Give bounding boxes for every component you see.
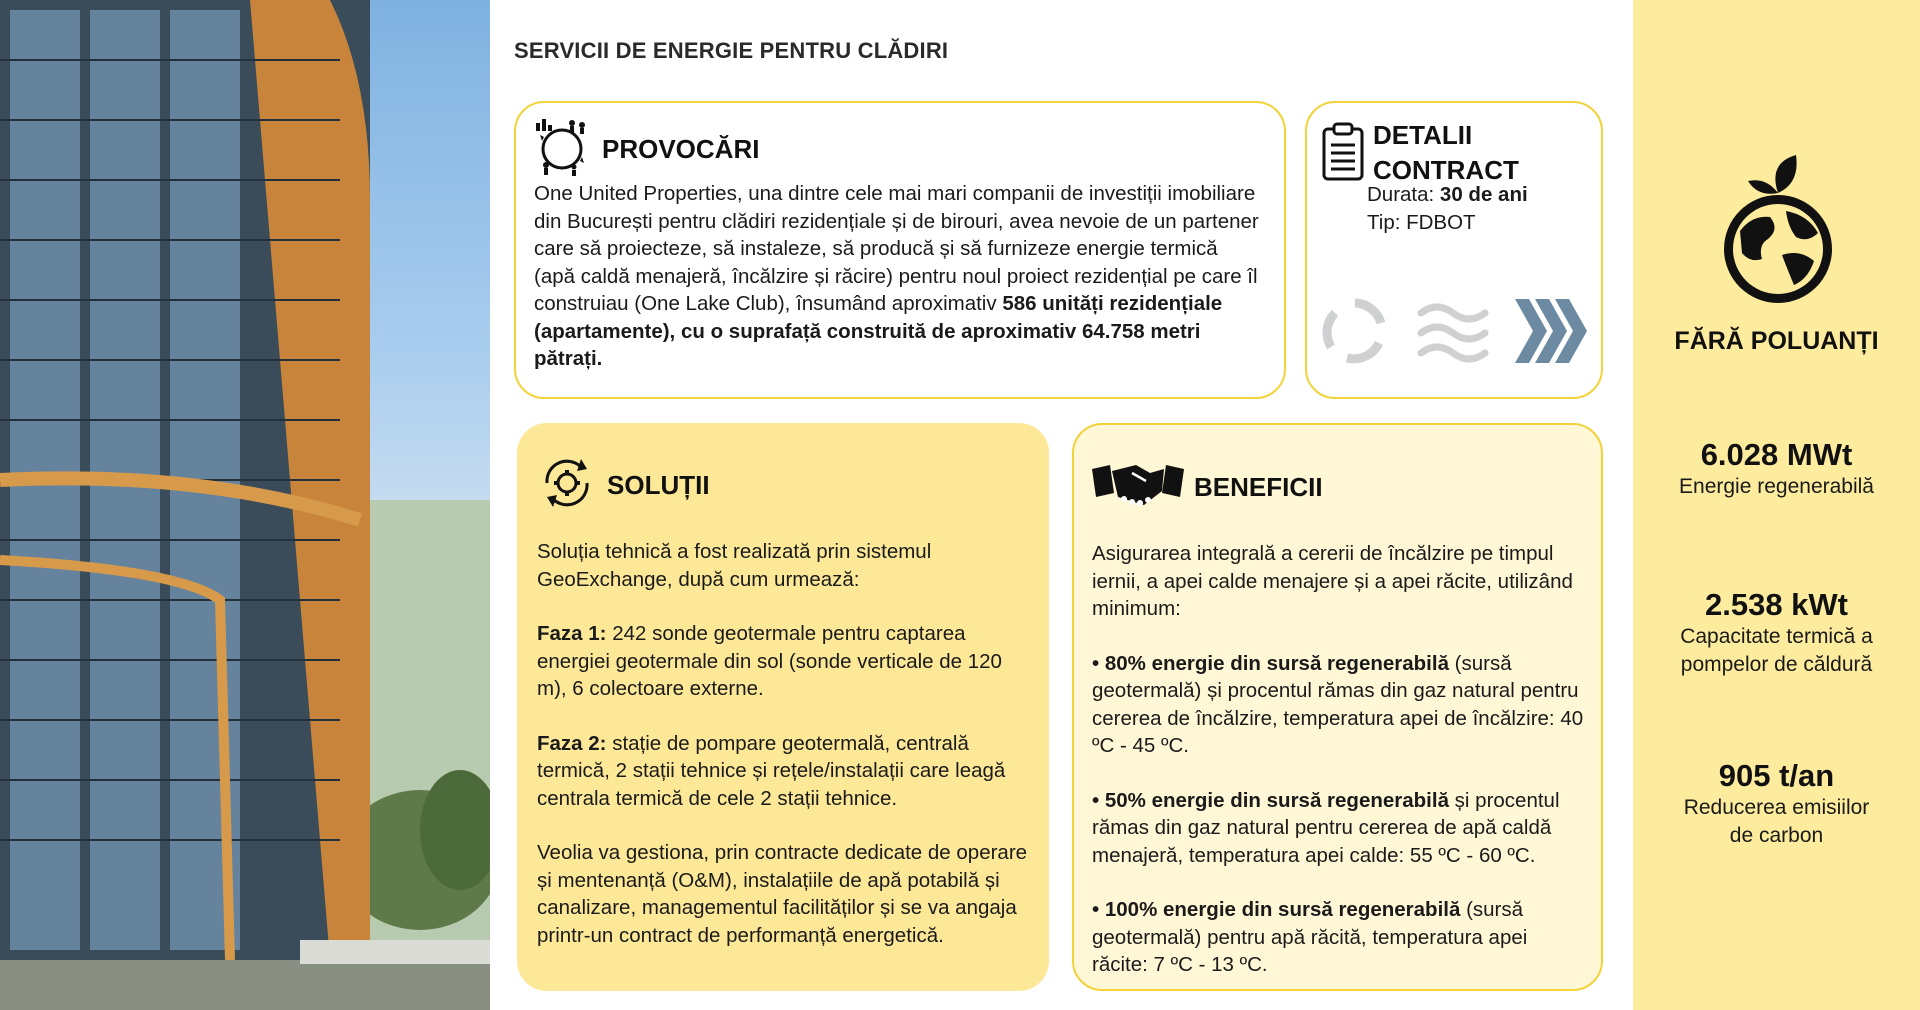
- stats-sidebar: [1633, 0, 1920, 1010]
- contract-duration-label: Durata:: [1367, 183, 1440, 206]
- stat-value: 2.538 kWt: [1704, 587, 1848, 622]
- sidebar-headline-text: FĂRĂ POLUANȚI: [1674, 327, 1879, 355]
- solutions-card: [517, 423, 1049, 991]
- solutions-phase2: [537, 730, 1031, 813]
- challenges-text: [534, 180, 1264, 373]
- benefit-item-text: (sursă geotermală) și procentul rămas din gaz natural pentru cererea de încălzire, temperatura apei de încălzire: 40 ºC - 45 ºC.: [1092, 651, 1584, 757]
- benefits-intro: Asigurarea integrală a cererii de încălzire pe timpul iernii, a apei calde menajere și a apei răcite, utilizând minimum:: [1092, 542, 1573, 620]
- clipboard-icon: [1321, 121, 1365, 187]
- solutions-closing: Veolia va gestiona, prin contracte dedicate de operare și mentenanță (O&M), instalațiile de apă potabilă și canalizare, managementul facilităților și se va angaja printr-un contract de performanță energetică.: [537, 841, 1028, 947]
- gear-cycle-icon: [537, 453, 597, 518]
- solutions-text: [537, 538, 1031, 949]
- solutions-header: [537, 453, 1031, 518]
- building-photo: [0, 0, 490, 1010]
- stat-renewable-energy: [1633, 437, 1920, 501]
- solutions-intro: Soluția tehnică a fost realizată prin sistemul GeoExchange, după cum urmează:: [537, 540, 932, 591]
- chevrons-blue-icon: [1515, 295, 1587, 372]
- challenges-text-bold: 586 unități rezidențiale (apartamente), cu o suprafață construită de aproximativ 64.758 metri pătrați.: [534, 292, 1223, 370]
- solutions-phase1: [537, 620, 1031, 703]
- challenges-header: [532, 117, 1264, 182]
- contract-title-line2: CONTRACT: [1373, 155, 1519, 185]
- benefit-item-bold: • 80% energie din sursă regenerabilă: [1092, 651, 1449, 675]
- benefits-header: [1092, 455, 1585, 520]
- benefit-item: [1092, 787, 1585, 870]
- benefit-item-text: (sursă geotermală) pentru apă răcită, temperatura apei răcite: 7 ºC - 13 ºC.: [1092, 898, 1528, 976]
- benefits-title: BENEFICII: [1194, 472, 1323, 502]
- contract-details: [1367, 181, 1587, 236]
- benefits-text: [1092, 540, 1585, 979]
- challenges-title: PROVOCĂRI: [602, 134, 760, 164]
- contract-duration-value: 30 de ani: [1439, 183, 1528, 206]
- page-title: SERVICII DE ENERGIE PENTRU CLĂDIRI: [514, 38, 949, 63]
- stat-value: 905 t/an: [1718, 758, 1835, 793]
- contract-title-line1: DETALII: [1373, 120, 1473, 150]
- benefits-card: [1072, 423, 1603, 991]
- benefit-item-text: și procentul rămas din gaz natural pentru cererea de apă caldă menajeră, temperatura apei calde: 55 ºC - 60 ºC.: [1092, 788, 1560, 867]
- challenges-card: [514, 101, 1286, 399]
- contract-card: [1305, 101, 1603, 399]
- contract-duration: [1367, 181, 1587, 209]
- benefit-item-bold: • 100% energie din sursă regenerabilă: [1092, 898, 1461, 921]
- benefit-item-bold: • 50% energie din sursă regenerabilă: [1092, 788, 1449, 812]
- stat-label: Reducerea emisiilor: [1683, 796, 1870, 819]
- stat-label: Energie regenerabilă: [1679, 475, 1874, 498]
- solutions-phase2-text: stație de pompare geotermală, centrală termică, 2 stații tehnice și rețele/instalații care leagă centrala termică de cele 2 stații tehnice.: [537, 731, 1006, 810]
- stat-heat-pump-capacity: [1633, 587, 1920, 679]
- recycle-grey-icon: [1319, 295, 1391, 372]
- contract-type: Tip: FDBOT: [1367, 210, 1476, 234]
- solutions-phase1-label: Faza 1:: [537, 622, 607, 645]
- challenges-text-intro: One United Properties, una dintre cele mai mari companii de investiții imobiliare din București pentru clădiri rezidențiale și de birouri, avea nevoie de un partener care să proiecteze, să instaleze, să producă și să furnizeze energie termică (apă caldă menajeră, încălzire și răcire) pentru noul proiect rezidențial pe care îl construiau (One Lake Club), însumând aproximativ: [534, 182, 1259, 315]
- earth-leaf-icon: [1708, 153, 1848, 313]
- solutions-phase2-label: Faza 2:: [537, 731, 607, 755]
- waves-grey-icon: [1417, 295, 1489, 372]
- stat-value: 6.028 MWt: [1700, 437, 1853, 472]
- stat-carbon-reduction: [1633, 758, 1920, 850]
- contract-header: [1321, 117, 1587, 187]
- stat-label: Capacitate termică a: [1680, 625, 1873, 648]
- solutions-title: SOLUȚII: [607, 470, 710, 500]
- benefit-item: [1092, 896, 1585, 979]
- contract-icons: [1319, 295, 1587, 372]
- handshake-icon: [1092, 455, 1184, 520]
- cycle-people-icon: [532, 117, 592, 182]
- stat-label: pompelor de căldură: [1680, 653, 1873, 676]
- sidebar-headline: [1633, 327, 1920, 356]
- solutions-phase1-text: 242 sonde geotermale pentru captarea energiei geotermale din sol (sonde verticale de 120 m), 6 colectoare externe.: [537, 622, 1002, 700]
- benefit-item: [1092, 650, 1585, 760]
- stat-label: de carbon: [1729, 824, 1824, 847]
